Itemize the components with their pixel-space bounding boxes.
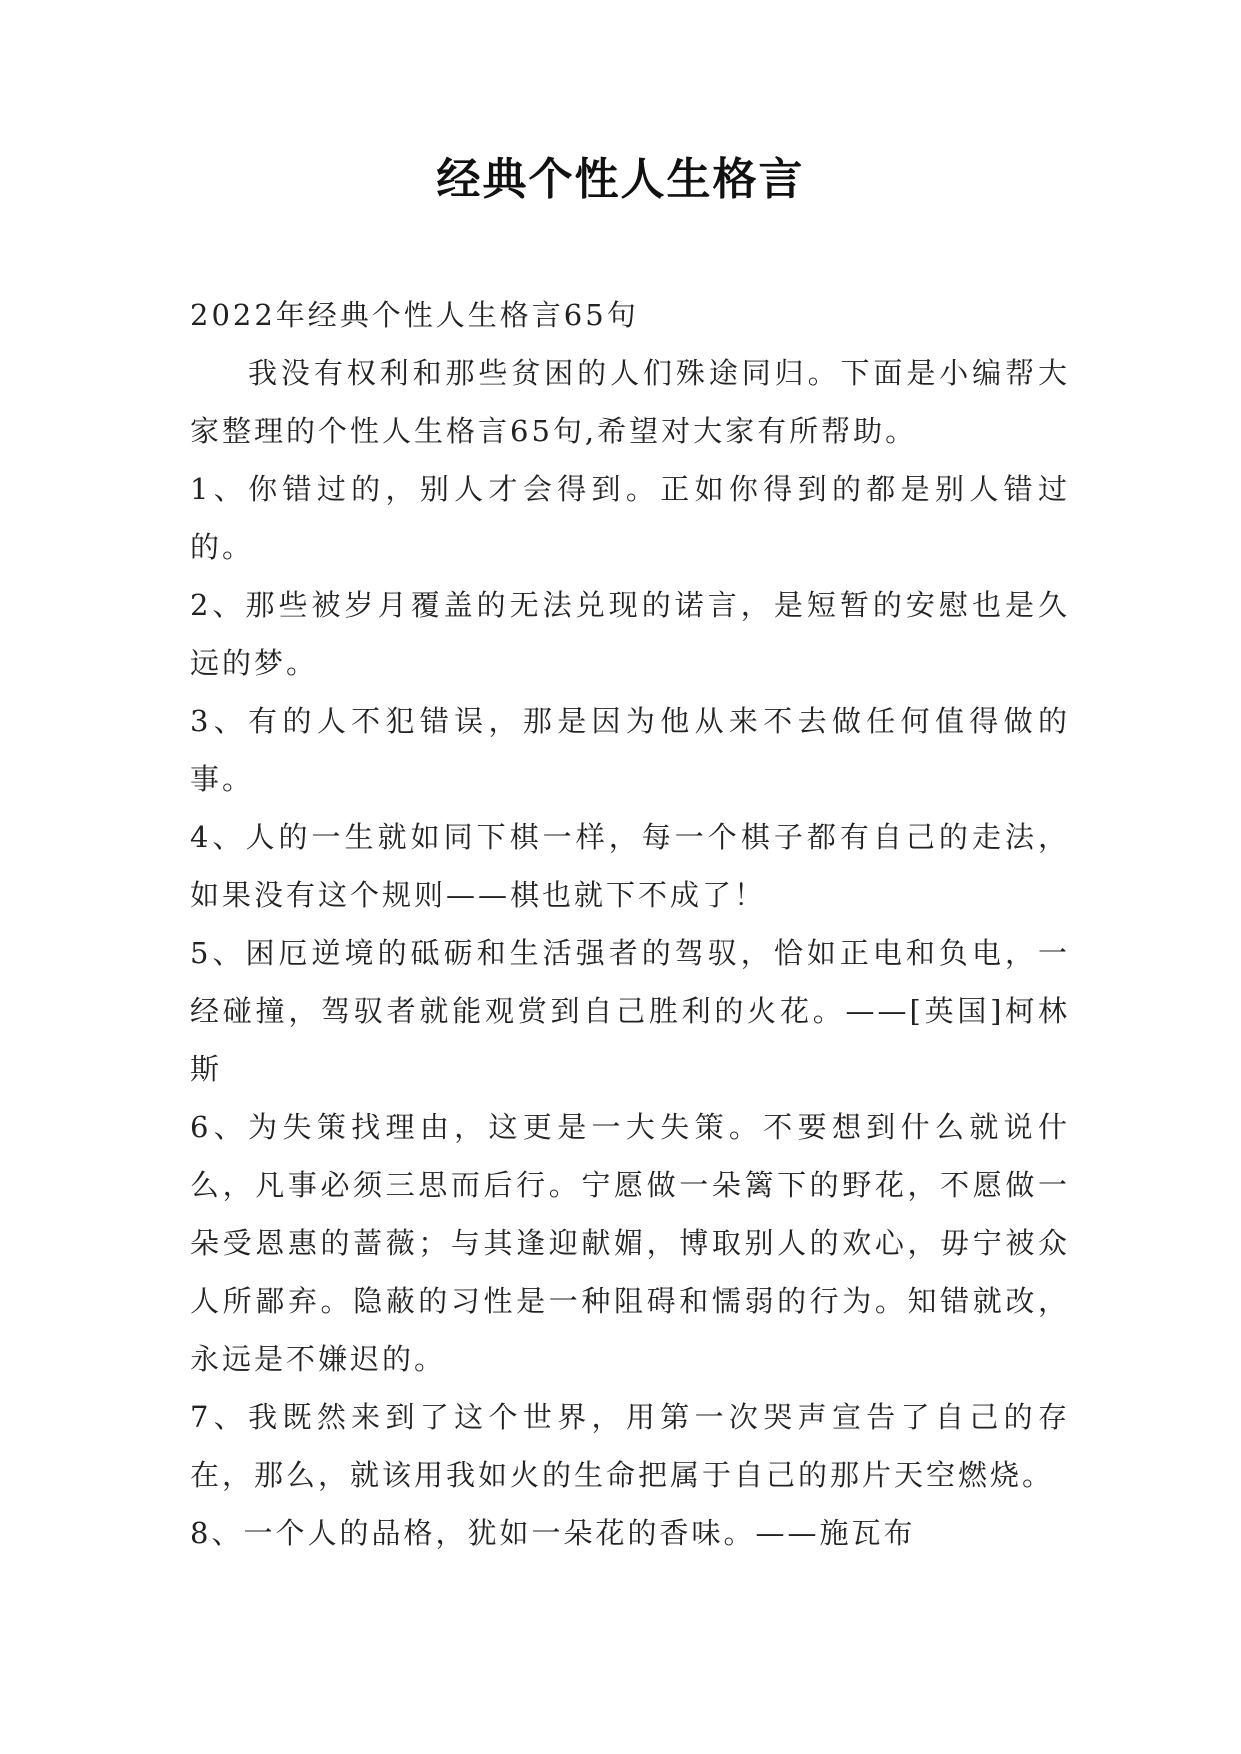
quote-item-2: 2、那些被岁月覆盖的无法兑现的诺言，是短暂的安慰也是久远的梦。 xyxy=(190,588,1070,680)
quote-item-4: 4、人的一生就如同下棋一样，每一个棋子都有自己的走法，如果没有这个规则——棋也就下不成了！ xyxy=(190,820,1070,912)
quote-item-6: 6、为失策找理由，这更是一大失策。不要想到什么就说什么，凡事必须三思而后行。宁愿做一朵篱下的野花，不愿做一朵受恩惠的蔷薇；与其逢迎献媚，博取别人的欢心，毋宁被众人所鄙弃。隐蔽的习性是一种阻碍和懦弱的行为。知错就改，永远是不嫌迟的。 xyxy=(190,1110,1070,1376)
quote-item-1: 1、你错过的，别人才会得到。正如你得到的都是别人错过的。 xyxy=(190,472,1070,564)
quote-item-5: 5、困厄逆境的砥砺和生活强者的驾驭，恰如正电和负电，一经碰撞，驾驭者就能观赏到自己胜利的火花。——[英国]柯林斯 xyxy=(190,936,1070,1086)
document-subtitle: 2022年经典个性人生格言65句 xyxy=(190,298,639,332)
document-title: 经典个性人生格言 xyxy=(436,154,805,205)
quote-item-3: 3、有的人不犯错误，那是因为他从来不去做任何值得做的事。 xyxy=(190,704,1070,796)
document-body xyxy=(190,286,1070,1562)
quote-item-7: 7、我既然来到了这个世界，用第一次哭声宣告了自己的存在，那么，就该用我如火的生命把属于自己的那片天空燃烧。 xyxy=(190,1400,1070,1492)
quote-item-8: 8、一个人的品格，犹如一朵花的香味。——施瓦布 xyxy=(190,1516,916,1550)
intro-paragraph: 我没有权利和那些贫困的人们殊途同归。下面是小编帮大家整理的个性人生格言65句,希望对大家有所帮助。 xyxy=(190,356,1070,448)
